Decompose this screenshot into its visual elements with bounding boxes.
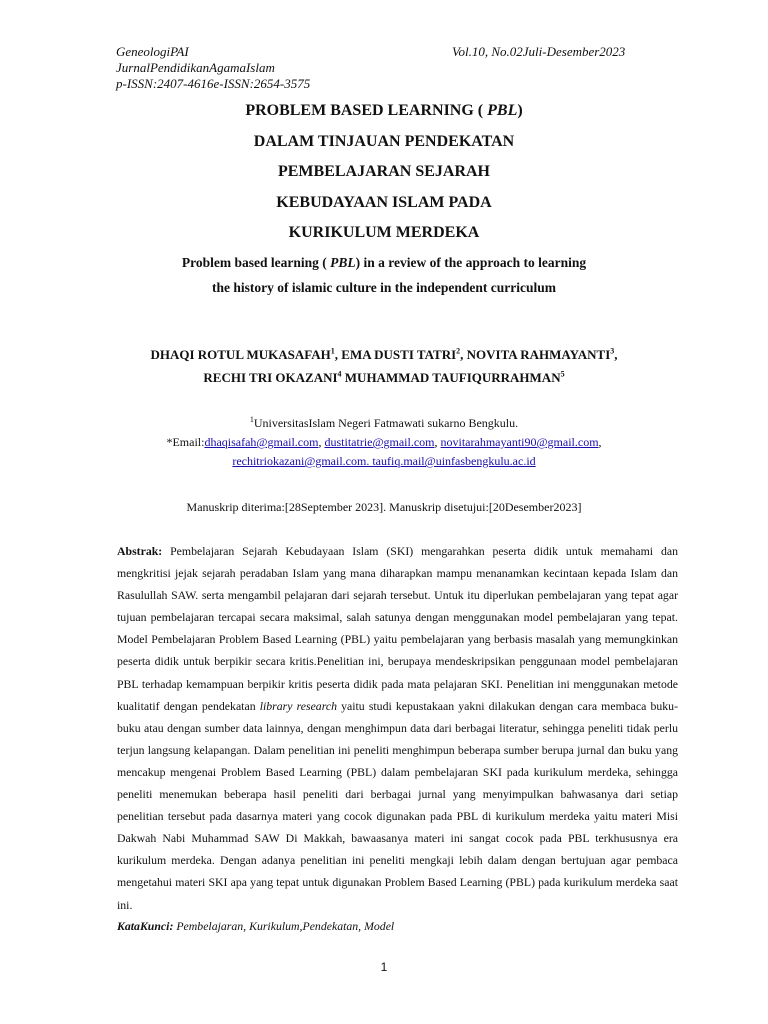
issn: p-ISSN:2407-4616e-ISSN:2654-3575 (116, 76, 311, 91)
english-title-line-1: Problem based learning ( PBL) in a review of the approach to learning (181, 255, 587, 270)
title-line-4: KEBUDAYAAN ISLAM PADA (276, 193, 492, 211)
page-number: 1 (380, 960, 388, 974)
email-line-2 (0, 452, 768, 471)
email-link[interactable]: rechitriokazani@gmail.com. taufiq.mail@uinfasbengkulu.ac.id (232, 454, 536, 468)
affiliation: $^1$UniversitasIslam Negeri Fatmawati sukarno Bengkulu. (249, 415, 519, 430)
title-line-3: PEMBELAJARAN SEJARAH (277, 163, 490, 180)
email-link[interactable]: dhaqisafah@gmail.com (204, 435, 319, 449)
title-line-2: DALAM TINJAUAN PENDEKATAN (253, 132, 515, 150)
email-line: *Email:dhaqisafah@gmail.com, dustitatrie@gmail.com, novitarahmayanti90@gmail.com, (166, 435, 602, 449)
authors-line-2: RECHI TRI OKAZANI$^4$ MUHAMMAD TAUFIQURRAHMAN$^5$ (203, 369, 565, 385)
keywords-text: Pembelajaran, Kurikulum,Pendekatan, Model (173, 919, 395, 933)
abstract (117, 540, 678, 916)
journal-subtitle: JurnalPendidikanAgamaIslam (116, 60, 275, 75)
keywords-label: KataKunci: (117, 919, 174, 933)
title-line-5: KURIKULUM MERDEKA (288, 224, 480, 241)
english-title (0, 250, 768, 300)
email-link[interactable]: novitarahmayanti90@gmail.com (440, 435, 599, 449)
affiliation-block (0, 414, 768, 471)
journal-header (116, 44, 310, 92)
abstract-text: Pembelajaran Sejarah Kebudayaan Islam (SKI) mengarahkan peserta didik untuk memahami dan mengkritisi jejak sejarah peradaban Islam yang mana diharapkan mampu menanamkan kecintaan kepada Islam dan Rasulullah SAW. serta mengambil pelajaran dari sejarah tersebut. Untuk itu diperlukan pembelajaran yang tepat agar tujuan pembelajaran tercapai secara maksimal, salah satunya dengan menggunakan model pembelajaran yang tepat. Model Pembelajaran Problem Based Learning (PBL) yaitu pembelajaran yang berbasis masalah yang memungkinkan peserta didik untuk berpikir secara kritis.Penelitian ini, berupaya mendeskripsikan penggunaan model pembelajaran PBL terhadap kemampuan berpikir kritis peserta didik pada mata pelajaran SKI. Penelitian ini menggunakan metode kualitatif dengan pendekatan (117, 544, 678, 713)
abstract-label: Abstrak: (117, 544, 163, 558)
authors-line-1: DHAQI ROTUL MUKASAFAH$^1$, EMA DUSTI TATRI$^2$, NOVITA RAHMAYANTI$^3$, (150, 346, 618, 362)
author-list (0, 343, 768, 389)
journal-name: GeneologiPAI (116, 44, 189, 59)
email-link[interactable]: dustitatrie@gmail.com (324, 435, 435, 449)
manuscript-dates: Manuskrip diterima:[28September 2023]. Manuskrip disetujui:[20Desember2023] (186, 500, 582, 514)
keywords (117, 919, 394, 934)
abstract-text: yaitu studi kepustakaan yakni dilakukan dengan cara membaca buku-buku atau dengan sumber data lainnya, dengan menghimpun data dari berbagai literatur, sehingga peneliti tidak perlu terjun langsung kelapangan. Dalam penelitian ini peneliti menghimpun beberapa sumber berupa jurnal dan buku yang mencakup mengenai Problem Based Learning (PBL) dalam pembelajaran SKI pada kurikulum merdeka, sehingga peneliti menemukan beberapa hasil peneliti dari berbagai jurnal yang menyimpulkan bahwasanya dari setiap penelitian tersebut pada dasarnya materi yang cocok digunakan pada PBL di kurikulum merdeka yaitu materi Misi Dakwah Nabi Muhammad SAW Di Makkah, bawaasanya materi ini sangat cocok pada PBL terkhususnya era kurikulum merdeka. Dengan adanya penelitian ini peneliti mengkaji lebih dalam dengan bertujuan agar pembaca mengetahui materi SKI apa yang tepat untuk digunakan Problem Based Learning (PBL) pada kurikulum merdeka saat ini. (117, 698, 678, 912)
title-line-1: PROBLEM BASED LEARNING ( PBL) (245, 102, 523, 119)
volume-info: Vol.10, No.02Juli-Desember2023 (452, 44, 626, 59)
abstract-emphasis: library research (259, 698, 337, 713)
english-title-line-2: the history of islamic culture in the independent curriculum (212, 280, 556, 295)
paper-title (0, 96, 768, 249)
